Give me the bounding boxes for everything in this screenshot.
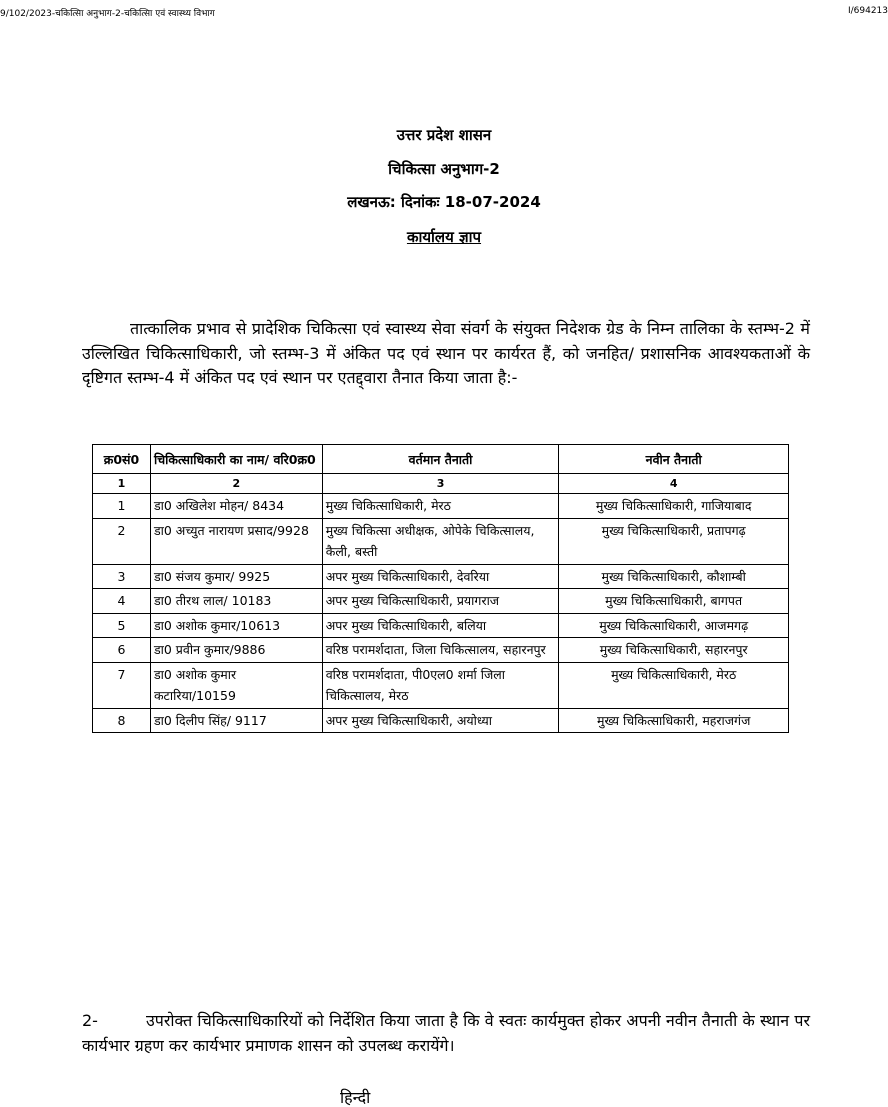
column-number: 3 bbox=[322, 474, 559, 494]
cell-serial: 6 bbox=[93, 638, 151, 663]
cell-serial: 4 bbox=[93, 589, 151, 614]
cell-current-posting: अपर मुख्य चिकित्साधिकारी, प्रयागराज bbox=[322, 589, 559, 614]
government-title: उत्तर प्रदेश शासन bbox=[396, 126, 492, 144]
cell-new-posting: मुख्य चिकित्साधिकारी, कौशाम्बी bbox=[559, 564, 789, 589]
cell-officer: डा0 तीरथ लाल/ 10183 bbox=[150, 589, 322, 614]
header-serial: क्र0सं0 bbox=[93, 445, 151, 474]
header-officer-name: चिकित्साधिकारी का नाम/ वरि0क्र0 bbox=[150, 445, 322, 474]
cell-new-posting: मुख्य चिकित्साधिकारी, बागपत bbox=[559, 589, 789, 614]
cell-current-posting: अपर मुख्य चिकित्साधिकारी, अयोध्या bbox=[322, 708, 559, 733]
cell-officer: डा0 अच्युत नारायण प्रसाद/9928 bbox=[150, 518, 322, 564]
document-id: I/694213 bbox=[847, 6, 888, 16]
column-number-row bbox=[93, 474, 789, 494]
header-current-posting: वर्तमान तैनाती bbox=[322, 445, 559, 474]
table-row bbox=[93, 494, 789, 519]
file-reference: 9/102/2023-चकित्सिा अनुभाग-2-चकित्सिा एवं स्वास्थ्य विभाग bbox=[0, 9, 215, 19]
column-number: 1 bbox=[93, 474, 151, 494]
table-row bbox=[93, 564, 789, 589]
column-number: 4 bbox=[559, 474, 789, 494]
table-row bbox=[93, 518, 789, 564]
cell-current-posting: वरिष्ठ परामर्शदाता, पी0एल0 शर्मा जिला चिकित्सालय, मेरठ bbox=[322, 662, 559, 708]
cell-current-posting: वरिष्ठ परामर्शदाता, जिला चिकित्सालय, सहारनपुर bbox=[322, 638, 559, 663]
cell-officer: डा0 अशोक कुमार कटारिया/10159 bbox=[150, 662, 322, 708]
cell-new-posting: मुख्य चिकित्साधिकारी, मेरठ bbox=[559, 662, 789, 708]
cell-serial: 8 bbox=[93, 708, 151, 733]
table-row bbox=[93, 589, 789, 614]
cell-serial: 1 bbox=[93, 494, 151, 519]
cell-officer: डा0 अशोक कुमार/10613 bbox=[150, 613, 322, 638]
paragraph-number: 2- bbox=[82, 1011, 98, 1030]
place-date: लखनऊ: दिनांकः 18-07-2024 bbox=[347, 193, 541, 211]
intro-paragraph: तात्कालिक प्रभाव से प्रादेशिक चिकित्सा एवं स्वास्थ्य सेवा संवर्ग के संयुक्त निदेशक ग्रेड के निम्न तालिका के स्तम्भ-2 में उल्लिखित चिकित्साधिकारी, जो स्तम्भ-3 में अंकित पद एवं स्थान पर कार्यरत हैं, को जनहित/ प्रशासनिक आवश्यकताओं के दृष्टिगत स्तम्भ-4 में अंकित पद एवं स्थान पर एतद्द्वारा तैनात किया जाता है:- bbox=[82, 319, 810, 387]
cell-current-posting: अपर मुख्य चिकित्साधिकारी, देवरिया bbox=[322, 564, 559, 589]
cell-serial: 7 bbox=[93, 662, 151, 708]
page-header bbox=[0, 6, 888, 20]
header-new-posting: नवीन तैनाती bbox=[559, 445, 789, 474]
paragraph-text: उपरोक्त चिकित्साधिकारियों को निर्देशित किया जाता है कि वे स्वतः कार्यमुक्त होकर अपनी नवीन तैनाती के स्थान पर कार्यभार ग्रहण कर कार्यभार प्रमाणक शासन को उपलब्ध करायेंगे। bbox=[82, 1011, 810, 1055]
table-row bbox=[93, 638, 789, 663]
cell-serial: 3 bbox=[93, 564, 151, 589]
cell-current-posting: अपर मुख्य चिकित्साधिकारी, बलिया bbox=[322, 613, 559, 638]
table-row bbox=[93, 708, 789, 733]
cutoff-text: हिन्दी bbox=[340, 1088, 371, 1107]
cell-current-posting: मुख्य चिकित्साधिकारी, मेरठ bbox=[322, 494, 559, 519]
cell-officer: डा0 दिलीप सिंह/ 9117 bbox=[150, 708, 322, 733]
posting-table bbox=[92, 444, 789, 733]
instruction-paragraph bbox=[82, 1009, 810, 1058]
cell-new-posting: मुख्य चिकित्साधिकारी, प्रतापगढ़ bbox=[559, 518, 789, 564]
cell-officer: डा0 प्रवीन कुमार/9886 bbox=[150, 638, 322, 663]
table-row bbox=[93, 662, 789, 708]
column-number: 2 bbox=[150, 474, 322, 494]
cell-serial: 2 bbox=[93, 518, 151, 564]
section-title: चिकित्सा अनुभाग-2 bbox=[388, 160, 500, 178]
cell-new-posting: मुख्य चिकित्साधिकारी, गाजियाबाद bbox=[559, 494, 789, 519]
cell-current-posting: मुख्य चिकित्सा अधीक्षक, ओपेके चिकित्सालय, कैली, बस्ती bbox=[322, 518, 559, 564]
cell-new-posting: मुख्य चिकित्साधिकारी, महराजगंज bbox=[559, 708, 789, 733]
cell-serial: 5 bbox=[93, 613, 151, 638]
cell-officer: डा0 संजय कुमार/ 9925 bbox=[150, 564, 322, 589]
memo-title: कार्यालय ज्ञाप bbox=[406, 228, 482, 246]
cell-new-posting: मुख्य चिकित्साधिकारी, सहारनपुर bbox=[559, 638, 789, 663]
table-header-row bbox=[93, 445, 789, 474]
table-row bbox=[93, 613, 789, 638]
cell-new-posting: मुख्य चिकित्साधिकारी, आजमगढ़ bbox=[559, 613, 789, 638]
cell-officer: डा0 अखिलेश मोहन/ 8434 bbox=[150, 494, 322, 519]
